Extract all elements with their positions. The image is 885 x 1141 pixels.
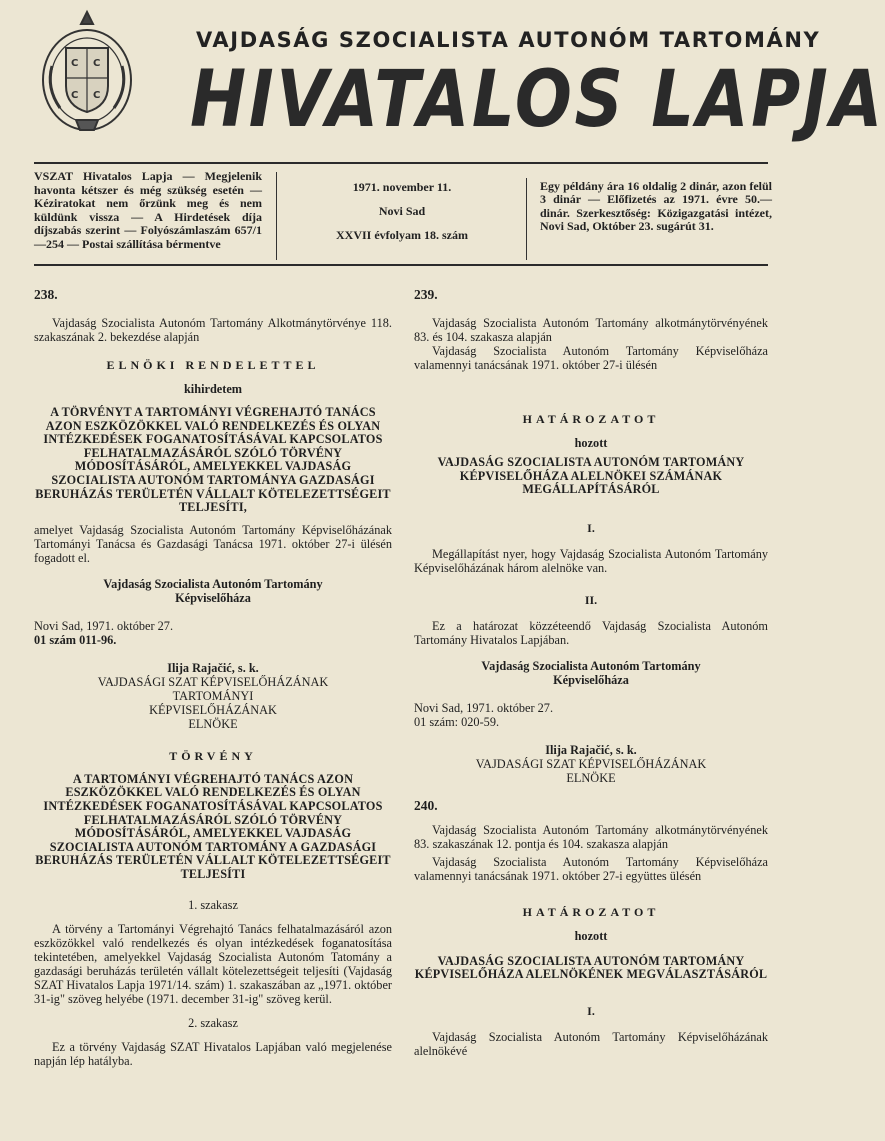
law-title: A TARTOMÁNYI VÉGREHAJTÓ TANÁCS AZON ESZKÖZÖKKEL VALÓ RENDELKEZÉS ÉS OLYAN INTÉZKEDÉSEK FOGANATOSÍTÁSÁVAL KAPCSOLATOS FELHATALMAZÁSÁRÓL SZÓLÓ TÖRVÉNY MÓDOSÍTÁSÁRÓL, AMELYEKKEL VAJDASÁG SZOCIALISTA AUTONÓM TARTOMÁNY A GAZDASÁGI BERUHÁZÁS TERÜLETÉN VÁLLALT KÖTELEZETTSÉGEIT TELJESÍTI (35, 771, 391, 881)
signer-name: Ilija Rajačić, s. k. (167, 660, 259, 675)
coat-of-arms-icon (36, 8, 138, 140)
paragraph: Vajdaság Szocialista Autonóm Tartomány Képviselőháza valamennyi tanácsának 1971. október 27-i együttes ülésén (414, 854, 768, 883)
article-number: 238. (34, 287, 58, 302)
article-number: 239. (414, 287, 438, 302)
paragraph: Vajdaság Szocialista Autonóm Tartomány Képviselőházának alelnökévé (414, 1029, 768, 1058)
issuing-body-line: Vajdaság Szocialista Autonóm Tartomány (103, 576, 323, 591)
signer-title: ELNÖKE (188, 716, 238, 731)
masthead-supertitle: VAJDASÁG SZOCIALISTA AUTONÓM TARTOMÁNY (196, 28, 821, 52)
issuing-body-line: Vajdaság Szocialista Autonóm Tartomány (481, 658, 701, 673)
paragraph: A törvény a Tartományi Végrehajtó Tanács felhatalmazásáról azon eszközökkel való rendelkezés és olyan intézkedések foganatosítása tekintetében, amelyekkel Vajdaság Szocialista Autonóm Tatomány a gazdasági beruházás területén vállalt kötelezettségeit teljesíti (Vajdaság SZAT Hivatalos Lapja 1971/14. szám) 1. szakaszában az „1971. október 31-ig" szöveg helyébe (1971. december 31-ig" szöveg kerül. (34, 921, 392, 1006)
info-divider-left (276, 172, 277, 260)
decision-heading: HATÁROZATOT (522, 904, 660, 919)
issuing-body (414, 659, 768, 687)
section-roman: I. (587, 1003, 595, 1018)
signer-title: ELNÖKE (566, 770, 616, 785)
top-rule (34, 162, 768, 164)
issue-info (296, 180, 508, 252)
issuing-body (34, 577, 392, 605)
issue-volume: XXVII évfolyam 18. szám (336, 228, 468, 242)
paragraph: Ez a törvény Vajdaság SZAT Hivatalos Lapjában való megjelenése napján lép hatályba. (34, 1039, 392, 1068)
paragraph: Megállapítást nyer, hogy Vajdaság Szocialista Autonóm Tartomány Képviselőházának három alelnöke van. (414, 546, 768, 575)
section-heading: 2. szakasz (188, 1015, 238, 1030)
paragraph: amelyet Vajdaság Szocialista Autonóm Tartomány Képviselőházának Tartományi Tanácsa és Gazdasági Tanácsa 1971. október 27-i ülésén fogadott el. (34, 522, 392, 565)
signer-name: Ilija Rajačić, s. k. (545, 742, 637, 757)
paragraph: Vajdaság Szocialista Autonóm Tartomány Képviselőháza valamennyi tanácsának 1971. október 27-i ülésén (414, 344, 768, 372)
decision-title: VAJDASÁG SZOCIALISTA AUTONÓM TARTOMÁNY KÉPVISELŐHÁZA ALELNÖKEI SZÁMÁNAK MEGÁLLAPÍTÁSÁRÓL (437, 455, 745, 497)
reference-number: 01 szám: 020-59. (414, 714, 500, 729)
issuing-body-line: Képviselőháza (553, 672, 629, 687)
section-roman: II. (584, 592, 598, 607)
issued-text: hozott (574, 928, 608, 943)
signer-title: KÉPVISELŐHÁZÁNAK (149, 702, 277, 717)
paragraph: Vajdaság Szocialista Autonóm Tartomány alkotmánytörvényének 83. szakaszának 12. pontja és 104. szakasza alapján (414, 822, 768, 851)
signer-title: VAJDASÁGI SZAT KÉPVISELŐHÁZÁNAK (97, 674, 329, 689)
section-roman: I. (587, 520, 595, 535)
place-date: Novi Sad, 1971. október 27. (414, 700, 554, 715)
issuing-body-line: Képviselőháza (175, 590, 251, 605)
decision-heading: HATÁROZATOT (522, 412, 660, 426)
info-divider-right (526, 178, 527, 260)
paragraph: Vajdaság Szocialista Autonóm Tartomány Alkotmánytörvénye 118. szakaszának 2. bekezdése alapján (34, 316, 392, 344)
signature-block (414, 743, 768, 785)
svg-text:C: C (71, 90, 79, 101)
price-info: Egy példány ára 16 oldalig 2 dinár, azon felül 3 dinár — Előfizetés az 1971. évre 50.— dinár. Szerkesztőség: Közigazgatási intézet, Novi Sad, Október 23. sugárút 31. (540, 179, 772, 234)
reference-number: 01 szám 011-96. (34, 632, 117, 647)
decree-heading: ELNÖKI RENDELETTEL (106, 358, 320, 372)
masthead-title: HIVATALOS LAPJA (190, 55, 885, 145)
publication-info: VSZAT Hivatalos Lapja — Megjelenik havonta kétszer és még szükség esetén — Kéziratokat nem őrzünk meg és nem küldünk vissza — A Hirdetések díja díjszabás szerint — Folyószámlaszám 657/1—254 — Postai szállítása bérmentve (34, 169, 262, 251)
bottom-rule (34, 264, 768, 266)
issued-text: hozott (574, 436, 608, 450)
decision-title: VAJDASÁG SZOCIALISTA AUTONÓM TARTOMÁNY KÉPVISELŐHÁZA ALELNÖKÉNEK MEGVÁLASZTÁSÁRÓL (414, 953, 768, 982)
svg-text:C: C (71, 58, 79, 69)
signature-block (34, 661, 392, 731)
signer-title: TARTOMÁNYI (172, 688, 254, 703)
law-title-caps: A TÖRVÉNYT A TARTOMÁNYI VÉGREHAJTÓ TANÁCS AZON ESZKÖZÖKKEL VALÓ RENDELKEZÉS ÉS OLYAN INTÉZKEDÉSEK FOGANATOSÍTÁSÁVAL KAPCSOLATOS FELHATALMAZÁSÁRÓL SZÓLÓ TÖRVÉNY MÓDOSÍTÁSÁRÓL, AMELYEKKEL VAJDASÁG SZOCIALISTA AUTONÓM TARTOMÁNYA GAZDASÁGI BERUHÁZÁS TERÜLETÉN VÁLLALT KÖTELEZETTSÉGEIT TELJESÍTI, (35, 405, 391, 515)
paragraph: Vajdaság Szocialista Autonóm Tartomány alkotmánytörvényének 83. és 104. szakasza alapján (414, 316, 768, 344)
section-heading: 1. szakasz (188, 897, 238, 912)
right-column (414, 288, 768, 1062)
law-heading: TÖRVÉNY (169, 748, 257, 763)
svg-text:C: C (93, 58, 101, 69)
proclaim-text: kihirdetem (183, 382, 243, 396)
left-column (34, 288, 392, 1072)
issue-date: 1971. november 11. (352, 180, 452, 194)
issue-place: Novi Sad (378, 204, 426, 218)
signer-title: VAJDASÁGI SZAT KÉPVISELŐHÁZÁNAK (475, 756, 707, 771)
paragraph: Ez a határozat közzéteendő Vajdaság Szocialista Autonóm Tartomány Hivatalos Lapjában. (414, 618, 768, 647)
article-number: 240. (414, 797, 438, 813)
svg-text:C: C (93, 90, 101, 101)
place-date: Novi Sad, 1971. október 27. (34, 618, 174, 633)
